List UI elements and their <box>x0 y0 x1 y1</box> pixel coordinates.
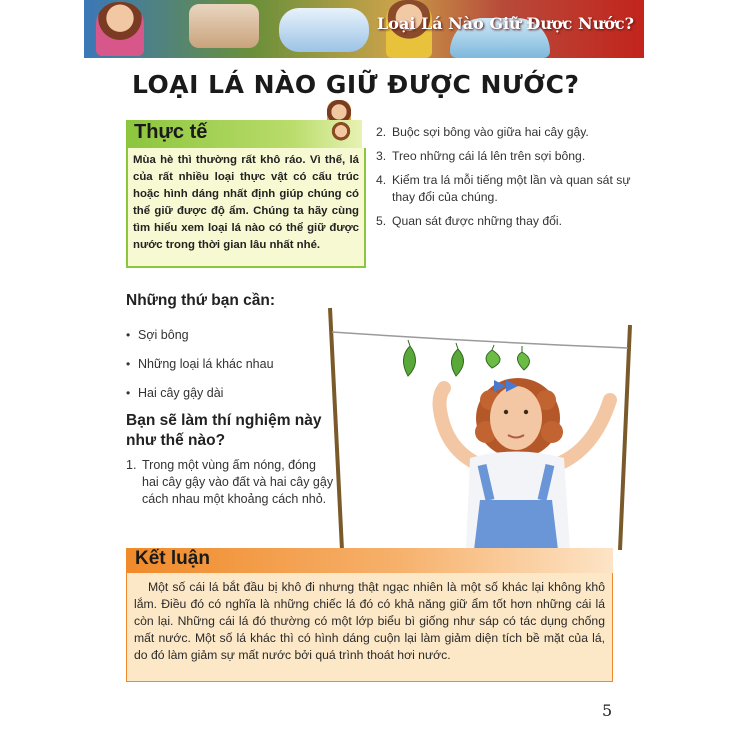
banner-title: Loại Lá Nào Giữ Được Nước? <box>377 14 634 33</box>
steps-list-right <box>376 124 636 237</box>
step-item <box>376 172 636 206</box>
materials-heading: Những thứ bạn cần: <box>126 292 276 309</box>
banner-hands-illustration <box>189 4 259 48</box>
conclusion-box <box>126 548 613 683</box>
conclusion-heading: Kết luận <box>135 548 210 569</box>
step-item <box>376 213 636 230</box>
fact-box-header <box>126 120 362 148</box>
left-arm <box>440 388 481 465</box>
method-heading: Bạn sẽ làm thí nghiệm này như thế nào? <box>126 412 322 449</box>
step-text: Treo những cái lá lên trên sợi bông. <box>392 149 586 163</box>
girl-overalls <box>474 500 558 550</box>
method-step-1 <box>126 457 336 508</box>
materials-list <box>126 320 326 407</box>
page-number: 5 <box>602 701 613 720</box>
mascot-small-icon <box>324 120 358 148</box>
step-number: 3. <box>376 149 387 163</box>
top-banner <box>84 0 644 58</box>
right-stick <box>620 325 630 550</box>
step-number: 4. <box>376 173 387 187</box>
girl-face <box>490 386 542 450</box>
material-label: Sợi bông <box>138 327 189 342</box>
fact-box-heading: Thực tế <box>134 121 208 143</box>
fact-box <box>126 120 362 268</box>
leaf-icon <box>517 346 529 370</box>
list-item <box>126 378 326 407</box>
step-number: 2. <box>376 125 387 139</box>
step-text: Quan sát được những thay đổi. <box>392 214 562 228</box>
bullet-icon: • <box>126 385 131 400</box>
step-text: Kiểm tra lá mỗi tiếng một lần và quan sát sự thay đổi của chúng. <box>392 173 631 204</box>
conclusion-text: Một số cái lá bắt đầu bị khô đi nhưng thật ngạc nhiên là một số khác lại không khô lắm. Điều đó có nghĩa là những chiếc lá đó có khả năng giữ ẩm tốt hơn những cái lá còn lại. Những cái lá đó thường có một lớp biểu bì giống như sáp có tác dụng chống mất nước. Một số lá khác thì có hình dáng cuộn lại làm giảm diện tích bề mặt của lá, do đó làm giảm sự mất nước bởi quá trình thoát hơi nước. <box>126 573 613 682</box>
bullet-icon: • <box>126 356 131 371</box>
step-number: 5. <box>376 214 387 228</box>
experiment-illustration <box>320 300 640 550</box>
right-arm <box>556 400 610 465</box>
cotton-string <box>332 332 628 348</box>
step-item <box>376 148 636 165</box>
leaf-icon <box>486 345 500 368</box>
fact-box-text: Mùa hè thì thường rất khô ráo. Vì thế, lá của rất nhiều loại thực vật có cấu trúc hoặc hình dáng nhất định giúp chúng có thể giữ được độ ẩm. Chúng ta hãy cùng tìm hiểu xem loại lá nào có thể giữ được nước trong thời gian lâu nhất nhé. <box>126 148 366 268</box>
conclusion-header <box>126 548 613 573</box>
step-number: 1. <box>126 458 137 472</box>
left-stick <box>330 308 342 550</box>
step-text: Trong một vùng ấm nóng, đóng hai cây gậy vào đất và hai cây gậy cách nhau một khoảng cách nhỏ. <box>142 458 334 506</box>
leaf-icon <box>451 343 463 376</box>
step-item <box>376 124 636 141</box>
leaf-icon <box>403 340 415 376</box>
banner-bottle-illustration <box>279 8 369 52</box>
material-label: Những loại lá khác nhau <box>138 356 274 371</box>
banner-child-illustration <box>96 2 144 56</box>
bullet-icon: • <box>126 327 131 342</box>
material-label: Hai cây gậy dài <box>138 385 224 400</box>
list-item <box>126 320 326 349</box>
step-text: Buộc sợi bông vào giữa hai cây gậy. <box>392 125 589 139</box>
page-title: LOẠI LÁ NÀO GIỮ ĐƯỢC NƯỚC? <box>132 70 580 99</box>
list-item <box>126 349 326 378</box>
